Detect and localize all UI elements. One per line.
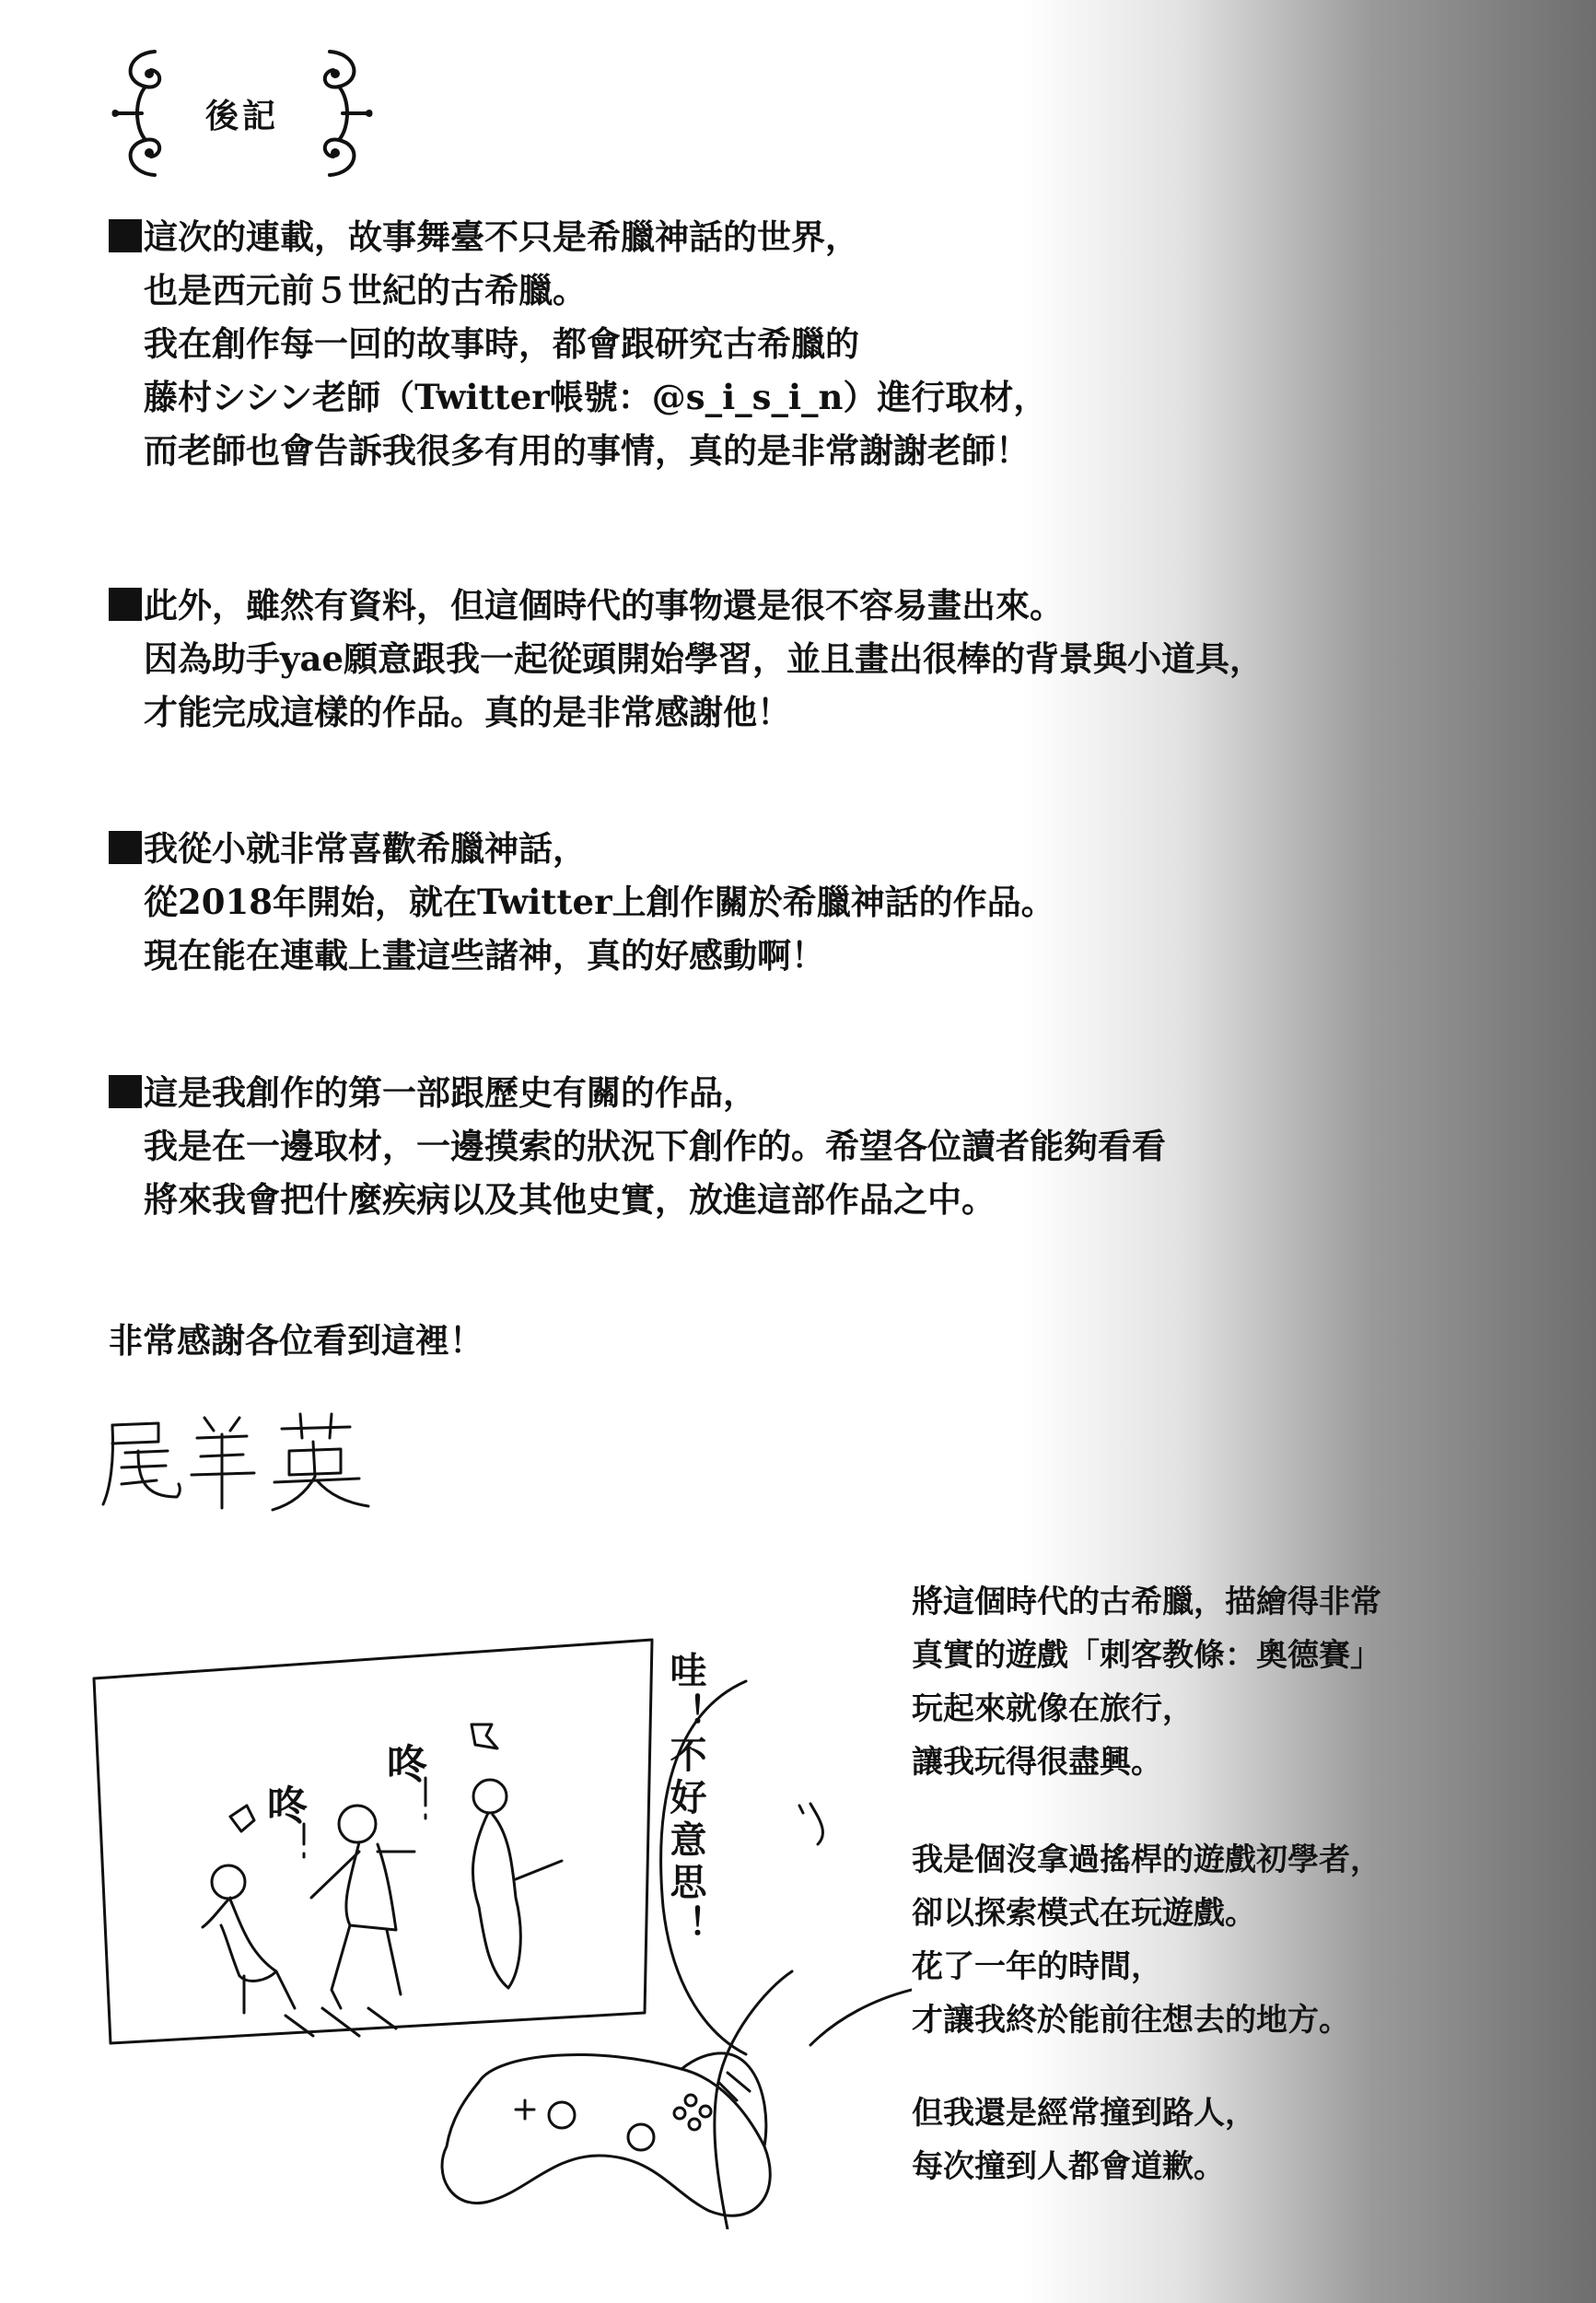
afterword-header: [109, 44, 376, 182]
text-line: 每次撞到人都會道歉。: [912, 2148, 1225, 2185]
paragraph-1: [109, 210, 1416, 477]
sound-effect-right: 咚: [387, 1741, 427, 1788]
text-line: 這是我創作的第一部跟歷史有關的作品，: [144, 1072, 757, 1113]
paragraph-4: [109, 1066, 1416, 1226]
square-bullet-icon: [109, 588, 142, 621]
right-scroll-ornament-icon: [302, 44, 376, 182]
text-line: 現在能在連載上畫這些諸神，真的好感動啊！: [144, 935, 825, 976]
paragraph-2: [109, 579, 1416, 739]
text-line: 將來我會把什麼疾病以及其他史實，放進這部作品之中。: [144, 1179, 996, 1220]
side-paragraph-1: [912, 1575, 1483, 1789]
text-line: 這次的連載，故事舞臺不只是希臘神話的世界，: [144, 216, 859, 257]
closing-line: 非常感謝各位看到這裡！: [109, 1320, 483, 1361]
text-line: 因為助手yae願意跟我一起從頭開始學習，並且畫出很棒的背景與小道具，: [144, 638, 1264, 679]
game-illustration: [83, 1603, 912, 2229]
side-paragraph-3: [912, 2087, 1483, 2193]
speech-text: 哇！不好意思！: [664, 1651, 707, 1947]
impact-star-icon: [230, 1806, 254, 1831]
text-line: 才讓我終於能前往想去的地方。: [912, 2002, 1350, 2039]
paragraph-3: [109, 822, 1416, 982]
sound-effect-left: 咚: [267, 1783, 308, 1830]
character-figure-1: [212, 1865, 245, 1899]
text-line: 但我還是經常撞到路人，: [912, 2095, 1256, 2132]
text-line: 我是個沒拿過搖桿的遊戲初學者，: [912, 1841, 1381, 1878]
text-line: 將這個時代的古希臘，描繪得非常: [912, 1584, 1381, 1620]
left-scroll-ornament-icon: [109, 44, 182, 182]
square-bullet-icon: [109, 831, 142, 864]
tv-screen: [94, 1640, 652, 2043]
text-line: 藤村シシン老師（Twitter帳號：@s_i_s_i_n）進行取材，: [144, 377, 1048, 417]
illustration-drawing: [83, 1603, 912, 2229]
text-line: 花了一年的時間，: [912, 1948, 1162, 1985]
side-paragraph-2: [912, 1833, 1483, 2047]
handwritten-signature-icon: [101, 1405, 378, 1515]
square-bullet-icon: [109, 1075, 142, 1108]
text-line: 真實的遊戲「刺客教條：奧德賽」: [912, 1637, 1381, 1674]
text-line: 我是在一邊取材，一邊摸索的狀況下創作的。希望各位讀者能夠看看: [144, 1126, 1166, 1166]
square-bullet-icon: [109, 219, 142, 252]
character-figure-3: [473, 1780, 507, 1813]
text-line: 我從小就非常喜歡希臘神話，: [144, 828, 587, 869]
text-line: 也是西元前５世紀的古希臘。: [144, 270, 587, 310]
author-signature: [101, 1405, 378, 1515]
text-line: 卻以探索模式在玩遊戲。: [912, 1895, 1256, 1932]
impact-star-icon: [472, 1724, 497, 1748]
text-line: 我在創作每一回的故事時，都會跟研究古希臘的: [144, 323, 859, 364]
text-line: 才能完成這樣的作品。真的是非常感謝他！: [144, 692, 791, 732]
text-line: 從2018年開始，就在Twitter上創作關於希臘神話的作品。: [144, 882, 1055, 922]
text-line: 此外，雖然有資料，但這個時代的事物還是很不容易畫出來。: [144, 585, 1064, 625]
text-line: 玩起來就像在旅行，: [912, 1690, 1194, 1727]
page-title: 後記: [204, 97, 279, 135]
text-line: 讓我玩得很盡興。: [912, 1744, 1162, 1781]
text-line: 而老師也會告訴我很多有用的事情，真的是非常謝謝老師！: [144, 430, 1030, 471]
character-figure-2: [339, 1806, 376, 1842]
